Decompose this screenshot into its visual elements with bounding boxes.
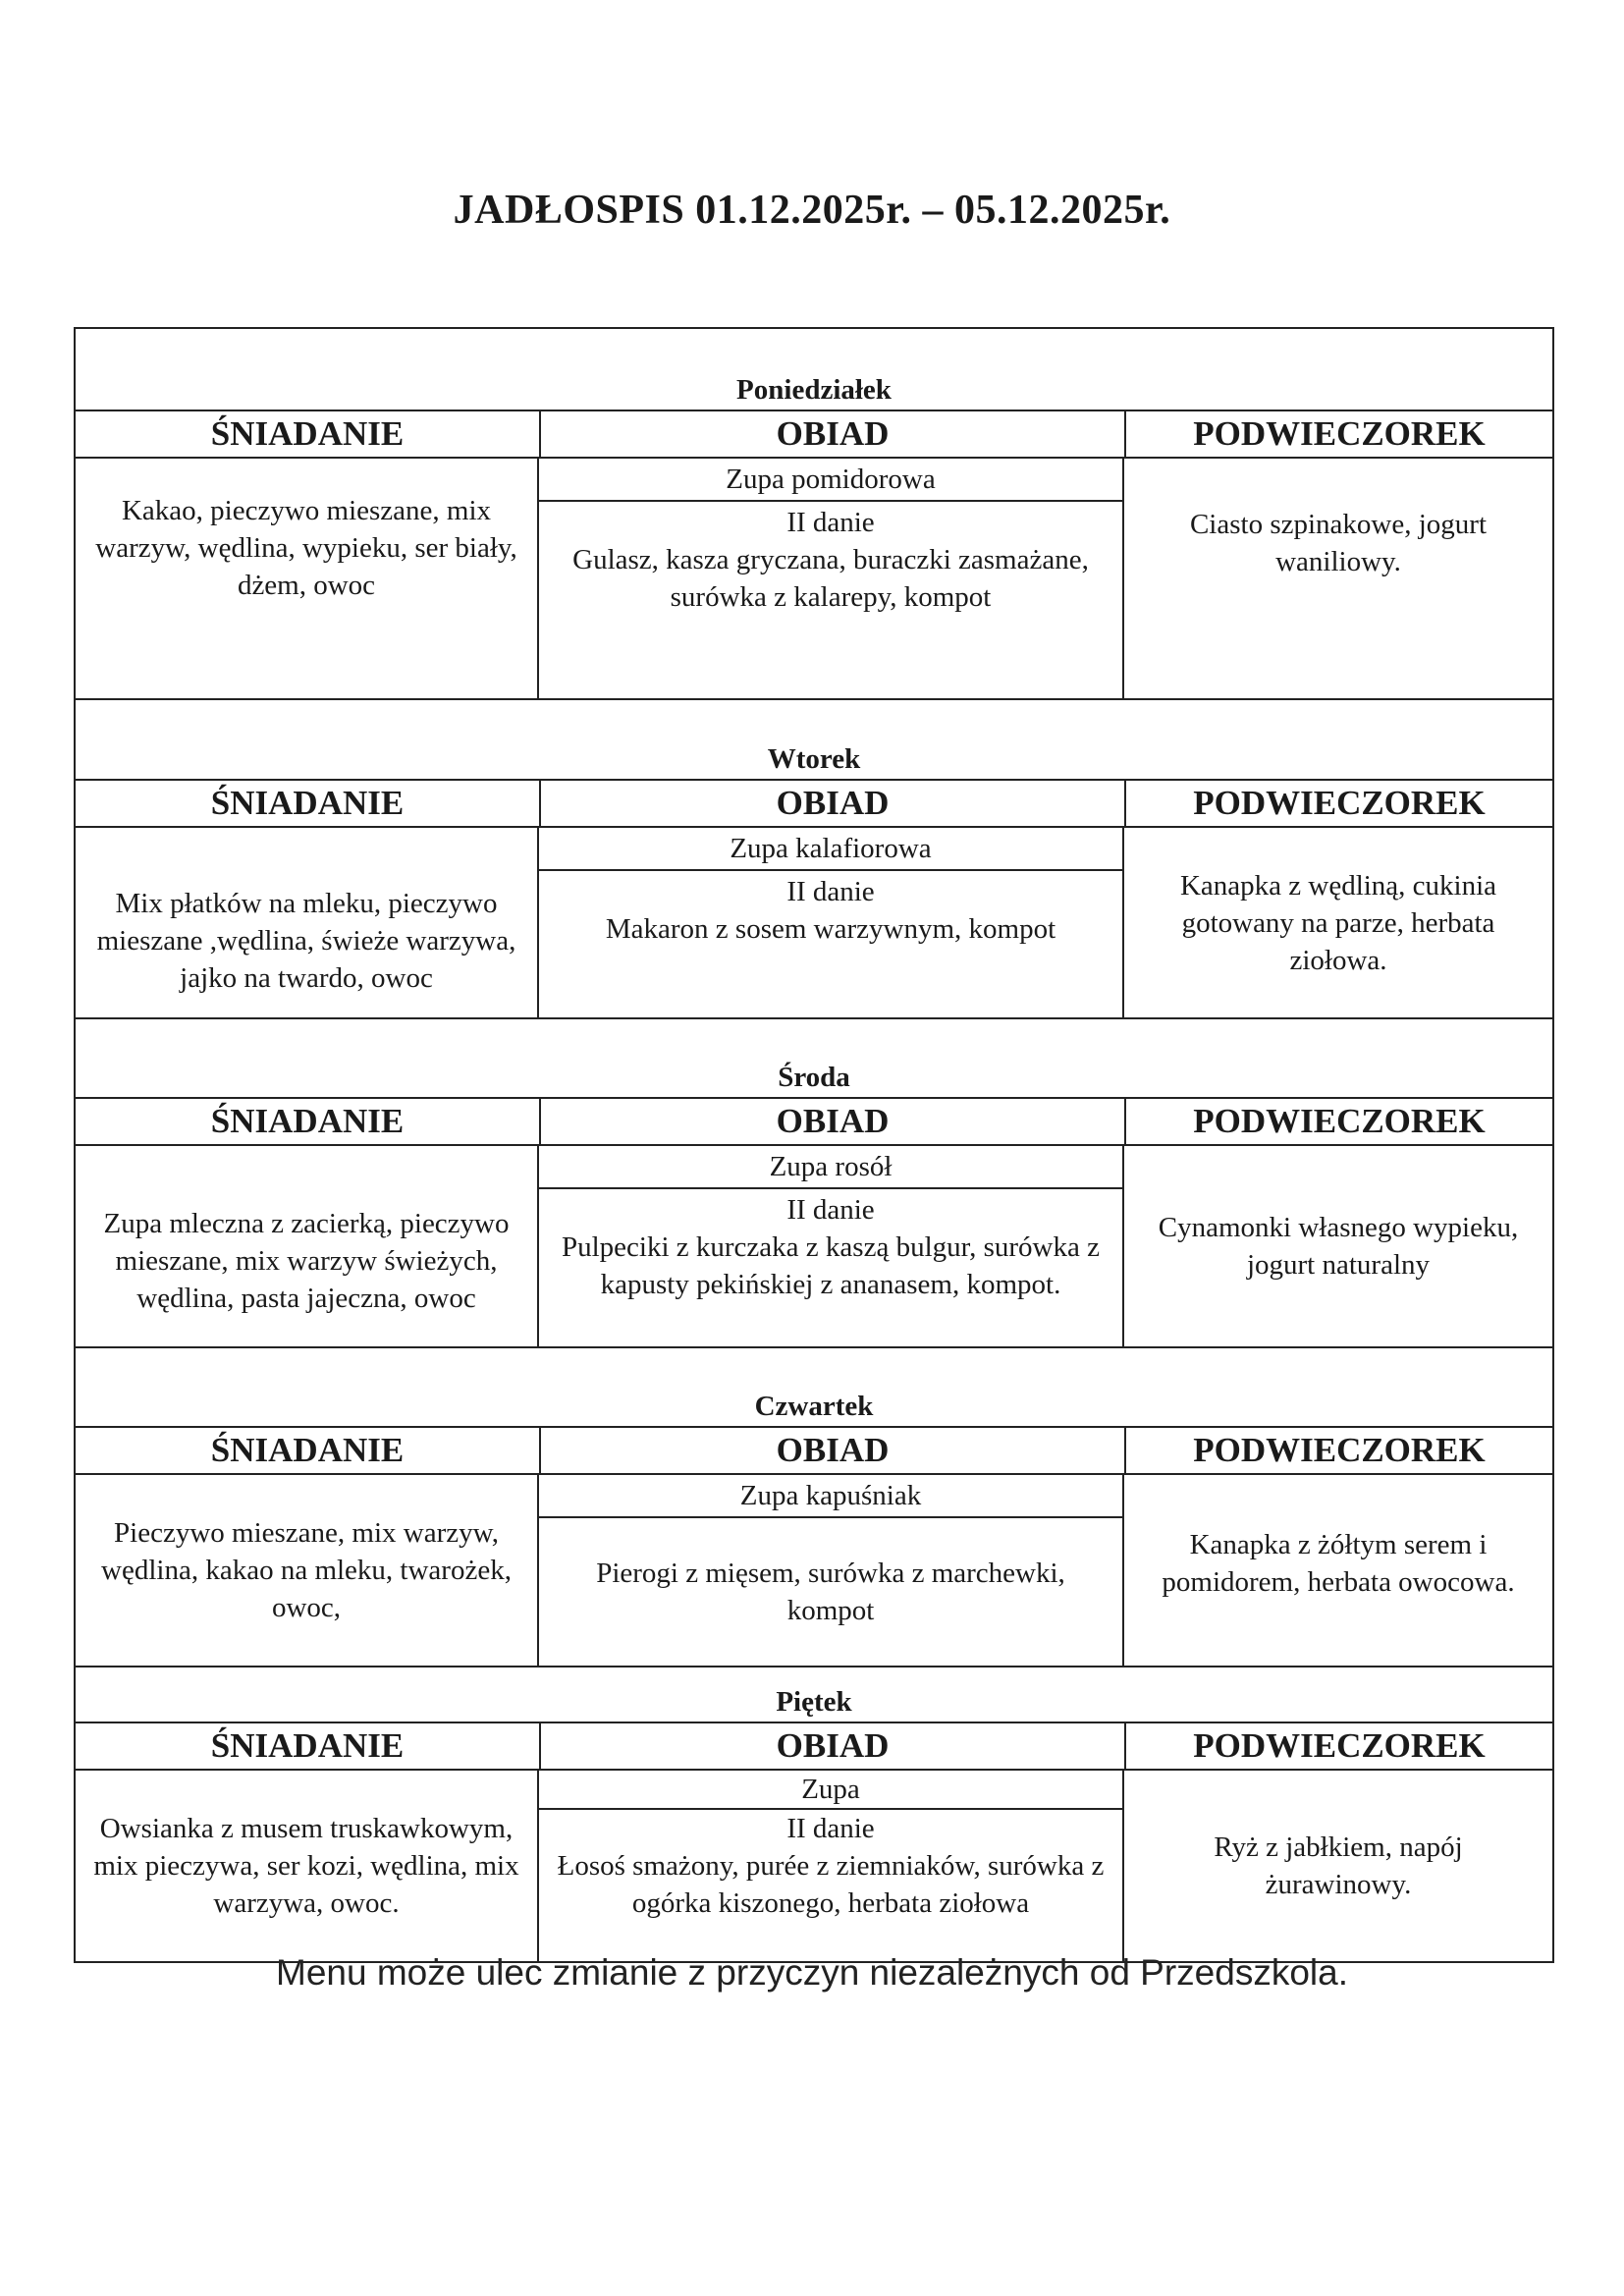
lunch-header: OBIAD xyxy=(541,411,1126,457)
main-course-label: II danie xyxy=(786,1194,875,1226)
meal-row xyxy=(76,828,1552,1017)
main-course-text: Łosoś smażony, purée z ziemniaków, surówka z ogórka kiszonego, herbata ziołowa xyxy=(557,1850,1105,1919)
meal-headers xyxy=(76,1428,1552,1475)
meal-row xyxy=(76,459,1552,698)
lunch-header: OBIAD xyxy=(541,781,1126,826)
meal-row xyxy=(76,1146,1552,1346)
lunch-cell xyxy=(539,459,1124,698)
main-course-text: Pierogi z mięsem, surówka z marchewki, kompot xyxy=(596,1558,1065,1626)
day-name: Poniedziałek xyxy=(76,329,1552,411)
menu-title: JADŁOSPIS 01.12.2025r. – 05.12.2025r. xyxy=(453,188,1171,233)
lunch-header: OBIAD xyxy=(541,1428,1126,1473)
meal-headers xyxy=(76,1723,1552,1771)
lunch-header: OBIAD xyxy=(541,1723,1126,1769)
breakfast-cell: Owsianka z musem truskawkowym, mix pieczywa, ser kozi, wędlina, mix warzywa, owoc. xyxy=(76,1771,539,1961)
main-course-label: II danie xyxy=(786,507,875,538)
breakfast-header: ŚNIADANIE xyxy=(76,781,541,826)
day-name: Wtorek xyxy=(76,700,1552,781)
main-course-text: Pulpeciki z kurczaka z kaszą bulgur, surówka z kapusty pekińskiej z ananasem, kompot. xyxy=(561,1231,1100,1300)
breakfast-header: ŚNIADANIE xyxy=(76,411,541,457)
main-course-text: Gulasz, kasza gryczana, buraczki zasmażane, surówka z kalarepy, kompot xyxy=(572,544,1089,613)
breakfast-cell: Pieczywo mieszane, mix warzyw, wędlina, kakao na mleku, twarożek, owoc, xyxy=(76,1475,539,1666)
main-course-label: II danie xyxy=(786,1813,875,1844)
snack-cell: Kanapka z żółtym serem i pomidorem, herbata owocowa. xyxy=(1162,1529,1515,1598)
snack-header: PODWIECZOREK xyxy=(1193,1726,1486,1765)
soup-item: Zupa rosół xyxy=(539,1146,1122,1189)
meal-headers xyxy=(76,411,1552,459)
breakfast-header: ŚNIADANIE xyxy=(76,1723,541,1769)
soup-item: Zupa kalafiorowa xyxy=(539,828,1122,871)
lunch-cell xyxy=(539,1475,1124,1666)
day-name: Piętek xyxy=(76,1667,1552,1723)
breakfast-cell: Zupa mleczna z zacierką, pieczywo mieszane, mix warzyw świeżych, wędlina, pasta jajeczna, owoc xyxy=(76,1146,539,1346)
snack-cell: Ciasto szpinakowe, jogurt waniliowy. xyxy=(1189,509,1488,577)
lunch-header: OBIAD xyxy=(541,1099,1126,1144)
menu-table xyxy=(74,327,1554,1963)
meal-headers xyxy=(76,781,1552,828)
meal-row xyxy=(76,1771,1552,1961)
main-course xyxy=(539,1189,1122,1346)
snack-header: PODWIECZOREK xyxy=(1193,1431,1486,1469)
footer-note: Menu może ulec zmianie z przyczyn niezależnych od Przedszkola. xyxy=(276,1952,1348,1993)
main-course xyxy=(539,1518,1122,1666)
soup-item: Zupa pomidorowa xyxy=(539,459,1122,502)
snack-header: PODWIECZOREK xyxy=(1193,784,1486,822)
meal-row xyxy=(76,1475,1552,1666)
main-course xyxy=(539,1810,1122,1961)
main-course xyxy=(539,502,1122,698)
lunch-cell xyxy=(539,1771,1124,1961)
snack-cell: Kanapka z wędliną, cukinia gotowany na parze, herbata ziołowa. xyxy=(1179,869,1497,976)
soup-item: Zupa kapuśniak xyxy=(539,1475,1122,1518)
soup-item: Zupa xyxy=(539,1771,1122,1810)
snack-cell: Cynamonki własnego wypieku, jogurt naturalny xyxy=(1158,1212,1519,1281)
day-block-monday xyxy=(74,327,1554,700)
snack-header: PODWIECZOREK xyxy=(1193,414,1486,453)
lunch-cell xyxy=(539,828,1124,1017)
day-block-thursday xyxy=(74,1348,1554,1667)
breakfast-cell: Mix płatków na mleku, pieczywo mieszane ,wędlina, świeże warzywa, jajko na twardo, owoc xyxy=(76,828,539,1017)
snack-cell: Ryż z jabłkiem, napój żurawinowy. xyxy=(1214,1831,1463,1900)
meal-headers xyxy=(76,1099,1552,1146)
day-block-friday xyxy=(74,1667,1554,1963)
breakfast-header: ŚNIADANIE xyxy=(76,1428,541,1473)
lunch-cell xyxy=(539,1146,1124,1346)
main-course-text: Makaron z sosem warzywnym, kompot xyxy=(605,913,1056,945)
breakfast-header: ŚNIADANIE xyxy=(76,1099,541,1144)
day-block-tuesday xyxy=(74,700,1554,1019)
snack-header: PODWIECZOREK xyxy=(1193,1102,1486,1140)
breakfast-cell: Kakao, pieczywo mieszane, mix warzyw, wędlina, wypieku, ser biały, dżem, owoc xyxy=(76,459,539,698)
main-course xyxy=(539,871,1122,1017)
day-name: Środa xyxy=(76,1019,1552,1099)
day-block-wednesday xyxy=(74,1019,1554,1348)
main-course-label: II danie xyxy=(786,876,875,907)
day-name: Czwartek xyxy=(76,1348,1552,1428)
